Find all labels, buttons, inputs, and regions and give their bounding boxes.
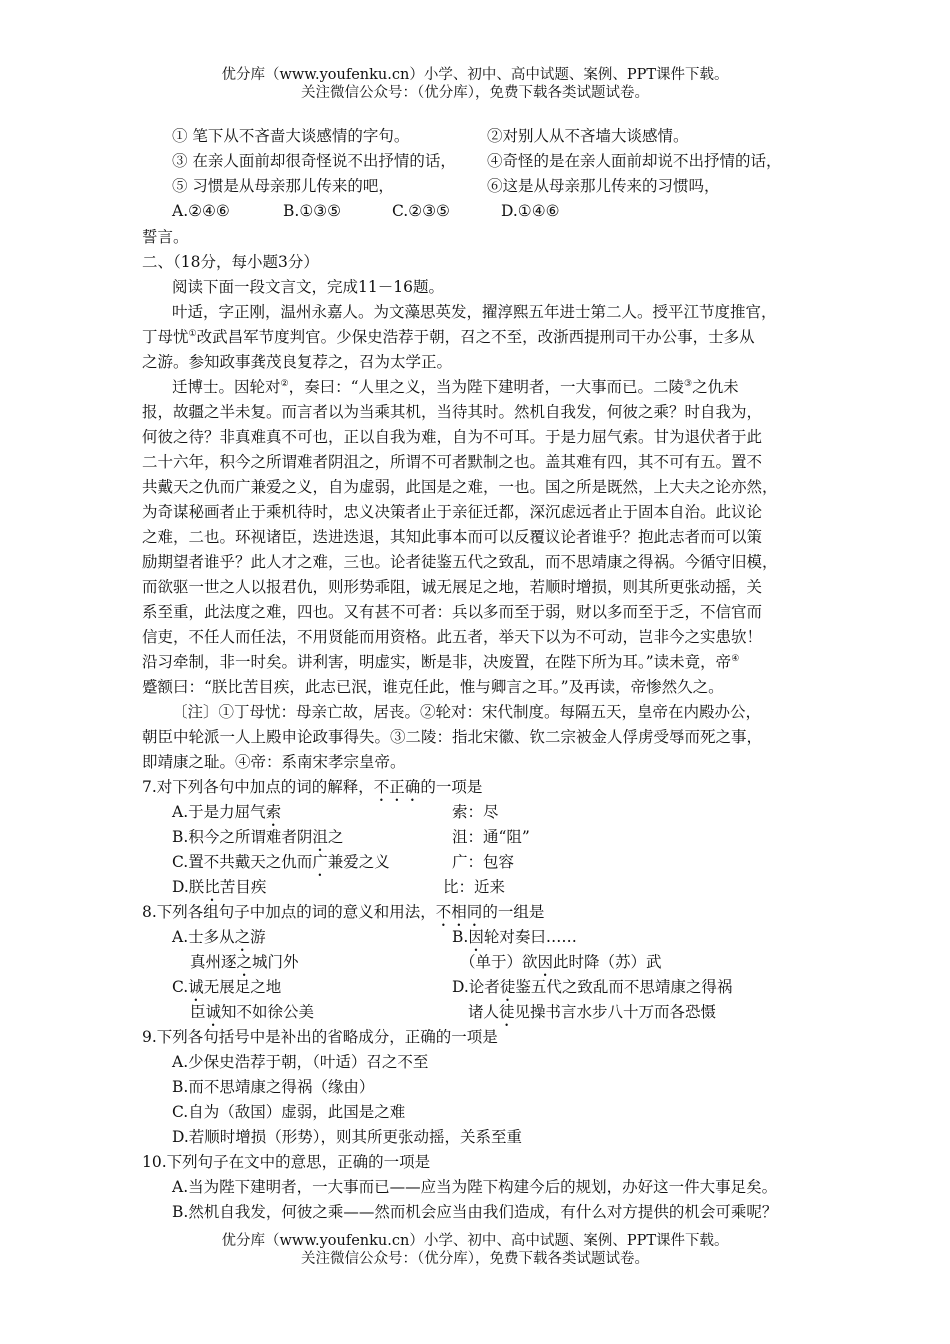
passage-line: 励期望者谁乎？此人才之难，三也。论者徒鉴五代之致乱，而不思靖康之得祸。今循守旧模， (142, 553, 778, 571)
footnote-marker: ② (280, 378, 289, 389)
option-5: ⑤ 习惯是从母亲那儿传来的吧， (172, 177, 394, 195)
question-7-option-c: C.置不共戴天之仇而广兼爱之义 (172, 853, 390, 871)
passage-line: 蹙额曰：“朕比苦目疾，此志已泯，谁克任此，惟与卿言之耳。”及再读，帝惨然久之。 (142, 678, 724, 696)
answer-b: B.①③⑤ (283, 202, 342, 220)
passage-line: 而欲驱一世之人以报君仇，则形势乖阻，诚无展足之地，若顺时增损，则其所更张动摇，关 (142, 578, 763, 596)
page-footer (0, 1232, 950, 1268)
passage-line: 二十六年，积今之所谓难者阴沮之，所谓不可者默制之也。盖其难有四，其不可有五。置不 (142, 453, 763, 471)
question-9-option-b: B.而不思靖康之得祸（缘由） (172, 1078, 375, 1096)
answer-a: A.②④⑥ (172, 202, 230, 220)
question-9-stem: 9.下列各句括号中是补出的省略成分，正确的一项是 (142, 1028, 498, 1046)
note-line: 朝臣中轮派一人上殿申论政事得失。③二陵：指北宋徽、钦二宗被金人俘虏受辱而死之事， (142, 728, 763, 746)
question-8-c2: 臣诚知不如徐公美 (190, 1003, 315, 1021)
answer-c: C.②③⑤ (392, 202, 450, 220)
question-7-def-a: 索：尽 (452, 803, 499, 821)
footnote-marker: ① (188, 328, 197, 339)
note-line: 〔注〕①丁母忧：母亲亡故，居丧。②轮对：宋代制度。每隔五天，皇帝在内殿办公， (172, 703, 762, 721)
answer-d: D.①④⑥ (501, 202, 560, 220)
footer-line-2: 关注微信公众号：（优分库），免费下载各类试题试卷。 (301, 1251, 649, 1267)
option-4: ④奇怪的是在亲人面前却说不出抒情的话， (487, 152, 782, 170)
question-7-option-d: D.朕比苦目疾 (172, 878, 267, 896)
question-8-d1: D.论者徒鉴五代之致乱而不思靖康之得祸 (452, 978, 733, 996)
passage-line: 何彼之待？非真难真不可也，正以自我为难，自为不可耳。于是力屈气索。甘为退伏者于此 (142, 428, 763, 446)
footnote-marker: ③ (684, 378, 693, 389)
question-10-option-b: B.然机自我发，何彼之乘——然而机会应当由我们造成，有什么对方提供的机会可乘呢？ (172, 1203, 778, 1221)
question-10-option-a: A.当为陛下建明者，一大事而已——应当为陛下构建今后的规划，办好这一件大事足矣。 (172, 1178, 778, 1196)
question-8-stem: 8.下列各组句子中加点的词的意义和用法，不相同的一组是 (142, 903, 545, 921)
passage-line: 信吏，不任人而任法，不用贤能而用资格。此五者，举天下以为不可动，岂非今之实患欤！ (142, 628, 763, 646)
question-8-d2: 诸人徒见操书言水步八十万而各恐慑 (468, 1003, 717, 1021)
header-line-2: 关注微信公众号：（优分库），免费下载各类试题试卷。 (301, 85, 649, 101)
passage-line: 沿习牵制，非一时矣。讲利害，明虚实，断是非，决废置，在陛下所为耳。”读未竟，帝④ (142, 653, 740, 671)
question-7-def-c: 广：包容 (452, 853, 515, 871)
section-intro: 阅读下面一段文言文，完成11－16题。 (172, 278, 444, 296)
question-9-option-a: A.少保史浩荐于朝，（叶适）召之不至 (172, 1053, 429, 1071)
question-9-option-d: D.若顺时增损（形势），则其所更张动摇，关系至重 (172, 1128, 523, 1146)
option-2: ②对别人从不吝墙大谈感情。 (487, 127, 689, 145)
question-7-def-d: 比：近来 (443, 878, 506, 896)
question-7-def-b: 沮：通“阻” (452, 828, 530, 846)
question-7-option-a: A.于是力屈气索 (172, 803, 282, 821)
passage-line: 叶适，字正刚，温州永嘉人。为文藻思英发，擢淳熙五年进士第二人。授平江节度推官， (172, 303, 777, 321)
passage-line: 之难，二也。环视诸臣，迭进迭退，其知此事本而可以反覆议论者谁乎？抱此志者而可以策 (142, 528, 763, 546)
previous-passage-tail: 誓言。 (142, 228, 189, 246)
footnote-marker: ④ (731, 653, 740, 664)
passage-line: 系至重，此法度之难，四也。又有甚不可者：兵以多而至于弱，财以多而至于乏，不信官而 (142, 603, 763, 621)
passage-line: 迁博士。因轮对②，奏曰：“人里之义，当为陛下建明者，一大事而已。二陵③之仇未 (172, 378, 739, 396)
note-line: 即靖康之耻。④帝：系南宋孝宗皇帝。 (142, 753, 406, 771)
header-line-1: 优分库（www.youfenku.cn）小学、初中、高中试题、案例、PPT课件下载。 (221, 67, 729, 83)
section-title: 二、（18分，每小题3分） (142, 253, 319, 271)
page-header (0, 66, 950, 102)
passage-line: 为奇谋秘画者止于乘机待时，忠义决策者止于亲征迁都，深沉虑远者止于固本自治。此议论 (142, 503, 763, 521)
question-8-b1: B.因轮对奏曰…… (452, 928, 577, 946)
question-8-c1: C.诚无展足之地 (172, 978, 282, 996)
passage-line: 之游。参知政事龚茂良复荐之，召为太学正。 (142, 353, 453, 371)
question-10-stem: 10.下列句子在文中的意思，正确的一项是 (142, 1153, 431, 1171)
passage-line: 报，故疆之半未复。而言者以为当乘其机，当待其时。然机自我发，何彼之乘？时自我为， (142, 403, 763, 421)
question-8-a1: A.士多从之游 (172, 928, 266, 946)
passage-line: 共戴天之仇而广兼爱之义，自为虚弱，此国是之难，一也。国之所是既然，上大夫之论亦然， (142, 478, 778, 496)
question-7-option-b: B.积今之所谓难者阴沮之 (172, 828, 344, 846)
question-9-option-c: C.自为（敌国）虚弱，此国是之难 (172, 1103, 406, 1121)
option-3: ③ 在亲人面前却很奇怪说不出抒情的话， (172, 152, 456, 170)
question-8-a2: 真州逐之城门外 (190, 953, 299, 971)
passage-line: 丁母忧①改武昌军节度判官。少保史浩荐于朝，召之不至，改浙西提刑司干办公事，士多从 (142, 328, 755, 346)
option-1: ① 笔下从不吝啬大谈感情的字句。 (172, 127, 410, 145)
option-6: ⑥这是从母亲那儿传来的习惯吗， (487, 177, 720, 195)
question-8-b2: （单于）欲因此时降（苏）武 (460, 953, 662, 971)
question-7-stem: 7.对下列各句中加点的词的解释，不正确的一项是 (142, 778, 483, 796)
footer-line-1: 优分库（www.youfenku.cn）小学、初中、高中试题、案例、PPT课件下载。 (221, 1233, 729, 1249)
